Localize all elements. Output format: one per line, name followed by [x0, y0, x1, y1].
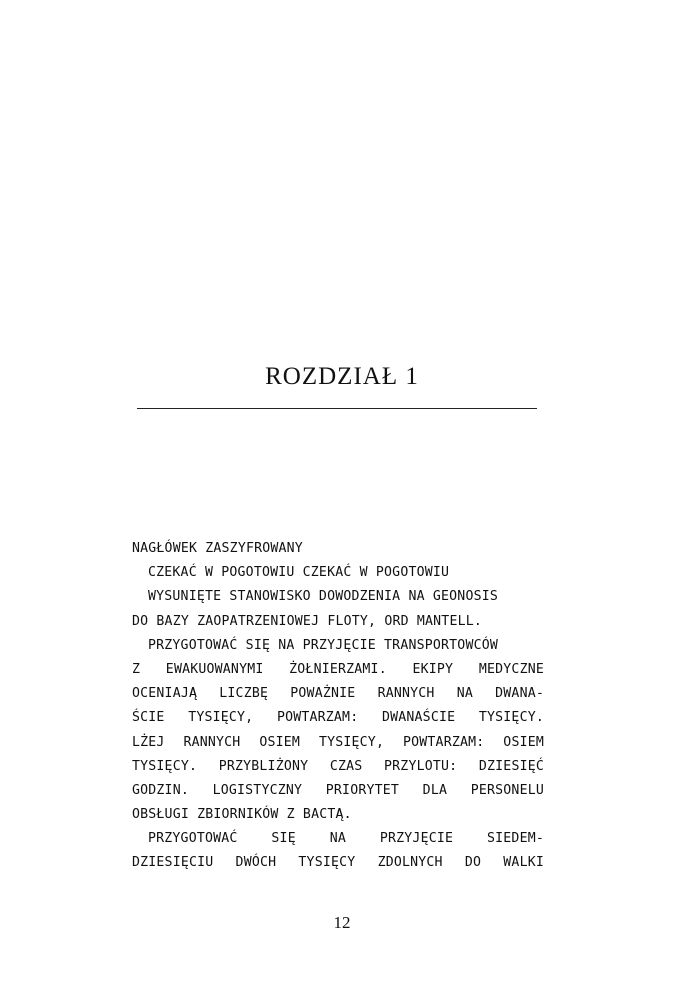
text-line: DO BAZY ZAOPATRZENIOWEJ FLOTY, ORD MANTELL. — [132, 613, 483, 629]
text-line: DZIESIĘCIU DWÓCH TYSIĘCY ZDOLNYCH DO WALKI — [132, 855, 544, 871]
text-line: LŻEJ RANNYCH OSIEM TYSIĘCY, POWTARZAM: OSIEM — [132, 734, 544, 750]
chapter-title: ROZDZIAŁ 1 — [265, 363, 419, 390]
text-line: NAGŁÓWEK ZASZYFROWANY — [132, 541, 303, 556]
page-number: 12 — [333, 913, 351, 932]
text-line: PRZYGOTOWAĆ SIĘ NA PRZYJĘCIE TRANSPORTOWCÓW — [148, 637, 499, 653]
body-text — [132, 537, 544, 876]
text-line: OCENIAJĄ LICZBĘ POWAŻNIE RANNYCH NA DWANA- — [132, 686, 544, 702]
text-line: GODZIN. LOGISTYCZNY PRIORYTET DLA PERSONELU — [132, 782, 544, 798]
text-line: Z EWAKUOWANYMI ŻOŁNIERZAMI. EKIPY MEDYCZNE — [132, 661, 544, 677]
text-line: CZEKAĆ W POGOTOWIU CZEKAĆ W POGOTOWIU — [148, 565, 450, 581]
chapter-divider — [137, 408, 537, 409]
text-line: OBSŁUGI ZBIORNIKÓW Z BACTĄ. — [132, 807, 352, 823]
text-line: ŚCIE TYSIĘCY, POWTARZAM: DWANAŚCIE TYSIĘCY. — [132, 710, 544, 726]
text-line: WYSUNIĘTE STANOWISKO DOWODZENIA NA GEONOSIS — [148, 589, 499, 605]
text-line: PRZYGOTOWAĆ SIĘ NA PRZYJĘCIE SIEDEM- — [148, 831, 544, 847]
text-line: TYSIĘCY. PRZYBLIŻONY CZAS PRZYLOTU: DZIESIĘĆ — [132, 758, 544, 774]
